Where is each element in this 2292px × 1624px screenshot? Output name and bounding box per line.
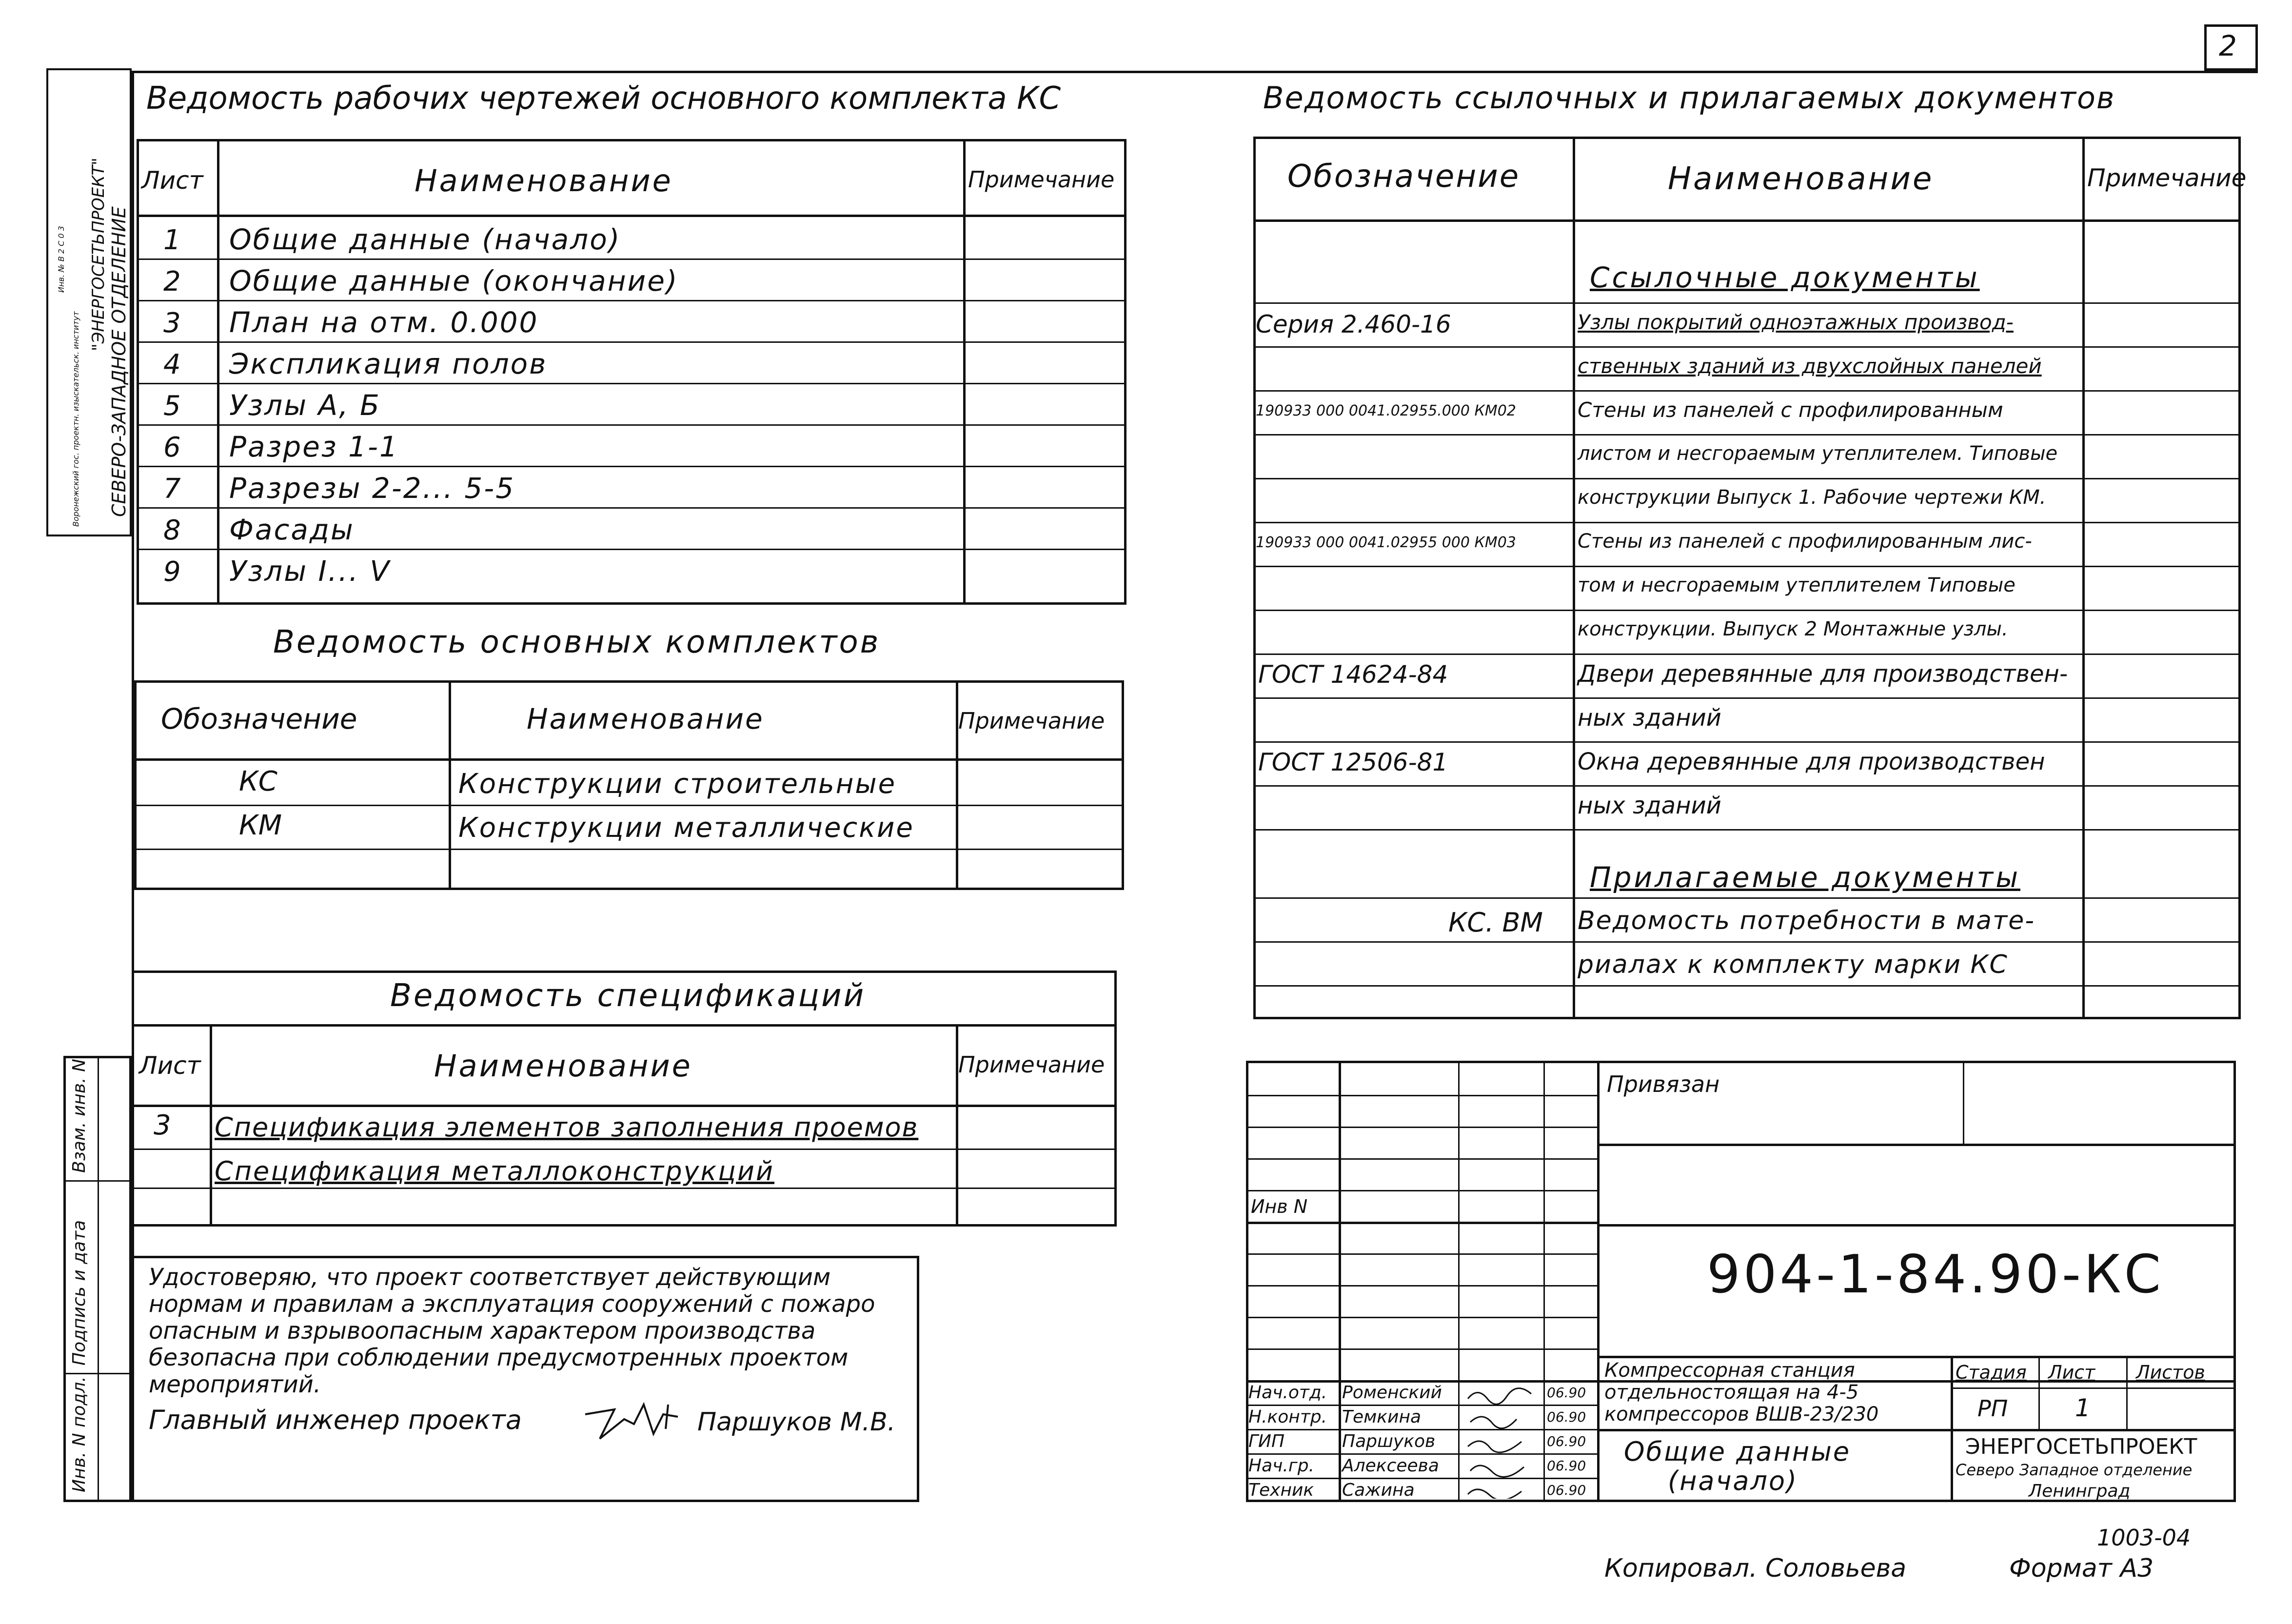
ref-row-name: Окна деревянные для производствен (1578, 748, 2045, 775)
staff-role: Нач.гр. (1248, 1456, 1315, 1476)
drawings-row-sheet: 9 (163, 556, 181, 588)
ref-header-note: Примечание (2087, 164, 2247, 192)
staff-date: 06.90 (1547, 1433, 1586, 1449)
stamp-line-2: Воронежский гос. проектн. изыскательск. институт (71, 311, 80, 527)
drawings-header-sheet: Лист (141, 166, 203, 195)
drawings-row-sheet: 1 (163, 224, 181, 256)
drawings-row-name: Общие данные (начало) (229, 223, 621, 256)
drawings-row-sheet: 2 (163, 266, 181, 297)
stage-label: Стадия (1956, 1362, 2027, 1383)
drawings-list-title: Ведомость рабочих чертежей основного комплекта КС (146, 80, 1061, 117)
main-sets-row-code: КМ (239, 810, 282, 841)
certification-line: Удостоверяю, что проект соответствует действующим (149, 1264, 831, 1291)
drawings-row-sheet: 4 (163, 349, 181, 380)
project-line: компрессоров ВШВ-23/230 (1604, 1403, 1879, 1426)
stamp-line-4: СЕВЕРО-ЗАПАДНОЕ ОТДЕЛЕНИЕ (108, 206, 130, 517)
specs-row-name: Спецификация металлоконструкций (215, 1156, 775, 1187)
main-sets-header-code: Обозначение (161, 702, 357, 735)
org-line: Ленинград (2029, 1481, 2131, 1501)
drawings-row-name: Фасады (229, 513, 355, 546)
staff-date: 06.90 (1547, 1458, 1586, 1474)
ref-row-code: ГОСТ 14624-84 (1258, 660, 1448, 689)
drawings-row-name: Узлы I... V (229, 555, 391, 588)
staff-date: 06.90 (1547, 1409, 1586, 1425)
ref-row-name: ных зданий (1578, 704, 1721, 732)
ref-header-code: Обозначение (1287, 158, 1521, 195)
label-podpis-data: Подпись и дата (69, 1220, 89, 1366)
staff-name: Паршуков (1342, 1431, 1436, 1451)
drawings-row-name: Узлы А, Б (229, 389, 381, 422)
main-sets-header-name: Наименование (527, 702, 764, 735)
ref-row-name: листом и несгораемым утеплителем. Типовые (1578, 442, 2058, 465)
sheet-title-line: Общие данные (1624, 1436, 1851, 1467)
main-sets-title: Ведомость основных комплектов (273, 624, 881, 660)
ref-row-name: конструкции Выпуск 1. Рабочие чертежи КМ. (1578, 486, 2046, 509)
drawings-row-sheet: 3 (163, 307, 181, 339)
sheet-title-line: (начало) (1668, 1466, 1798, 1496)
chief-engineer-name: Паршуков М.В. (697, 1407, 896, 1437)
att-row-code: КС. ВМ (1448, 907, 1543, 938)
sheet-label: Лист (2048, 1362, 2095, 1383)
staff-role: Техник (1248, 1480, 1314, 1500)
staff-name: Роменский (1342, 1383, 1442, 1403)
drawings-row-sheet: 6 (163, 432, 181, 463)
ref-row-name: Стены из панелей с профилированным (1578, 398, 2003, 422)
drawings-row-name: Разрез 1-1 (229, 430, 399, 463)
drawings-row-sheet: 5 (163, 390, 181, 422)
main-sets-row-name: Конструкции строительные (458, 768, 897, 800)
project-line: отдельностоящая на 4-5 (1604, 1381, 1859, 1404)
certification-line: безопасна при соблюдении предусмотренных проектом (149, 1344, 849, 1371)
specs-header-name: Наименование (434, 1048, 692, 1084)
ref-header-name: Наименование (1668, 161, 1934, 197)
label-inv-podl: Инв. N подл. (69, 1376, 89, 1492)
drawings-header-name: Наименование (415, 163, 673, 198)
org-line: Северо Западное отделение (1956, 1461, 2193, 1479)
specs-header-sheet: Лист (139, 1051, 201, 1080)
certification-line: опасным и взрывоопасным характером производства (149, 1317, 816, 1345)
document-code: 904-1-84.90-КС (1707, 1244, 2164, 1305)
main-sets-header-note: Примечание (958, 708, 1105, 734)
staff-name: Сажина (1342, 1480, 1415, 1500)
stamp-line-1: Инв. № В 2 С 0 3 (57, 226, 66, 293)
ref-row-name: конструкции. Выпуск 2 Монтажные узлы. (1578, 618, 2008, 640)
drawings-row-sheet: 7 (163, 473, 181, 505)
footer-copied-by: Копировал. Соловьева (1604, 1554, 1907, 1583)
stage-value: РП (1977, 1395, 2008, 1422)
ref-row-name: ственных зданий из двухслойных панелей (1578, 354, 2042, 378)
att-row-name: риалах к комплекту марки КС (1578, 950, 2008, 979)
drawings-row-name: План на отм. 0.000 (229, 306, 539, 339)
ref-row-name: Двери деревянные для производствен- (1578, 660, 2068, 688)
staff-name: Темкина (1342, 1407, 1422, 1427)
drawings-row-name: Разрезы 2-2... 5-5 (229, 472, 515, 505)
staff-role: Н.контр. (1248, 1407, 1327, 1427)
att-row-name: Ведомость потребности в мате- (1578, 906, 2035, 935)
ref-section-referenced: Ссылочные документы (1590, 261, 1980, 294)
org-line: ЭНЕРГОСЕТЬПРОЕКТ (1965, 1434, 2197, 1459)
certification-line: нормам и правилам а эксплуатация сооружений с пожаро (149, 1290, 875, 1318)
staff-role: ГИП (1248, 1431, 1285, 1451)
specs-header-note: Примечание (958, 1051, 1105, 1078)
label-vzam-inv: Взам. инв. N (69, 1059, 89, 1173)
specs-row-sheet: 3 (154, 1109, 171, 1141)
ref-row-name: Стены из панелей с профилированным лис- (1578, 530, 2032, 553)
ref-row-name: Узлы покрытий одноэтажных производ- (1578, 310, 2014, 334)
chief-engineer-label: Главный инженер проекта (149, 1405, 522, 1435)
footer-format: Формат А3 (2009, 1554, 2154, 1583)
ref-docs-title: Ведомость ссылочных и прилагаемых документов (1263, 80, 2115, 116)
staff-role: Нач.отд. (1248, 1383, 1327, 1403)
sheet-value: 1 (2075, 1394, 2091, 1422)
drawings-row-name: Общие данные (окончание) (229, 264, 679, 297)
specs-title: Ведомость спецификаций (390, 978, 866, 1014)
drawings-header-note: Примечание (968, 166, 1115, 193)
chief-engineer-signature (580, 1395, 692, 1448)
ref-row-name: ных зданий (1578, 792, 1721, 819)
inv-label: Инв N (1251, 1196, 1308, 1217)
staff-date: 06.90 (1547, 1482, 1586, 1498)
ref-section-attached: Прилагаемые документы (1590, 861, 2020, 894)
ref-row-code: 190933 000 0041.02955.000 КМ02 (1256, 402, 1516, 419)
main-sets-row-name: Конструкции металлические (458, 812, 914, 844)
ref-row-code: 190933 000 0041.02955 000 КМ03 (1256, 534, 1516, 551)
sheets-label: Листов (2136, 1362, 2205, 1383)
footer-number: 1003-04 (2097, 1525, 2191, 1551)
stamp-line-3: "ЭНЕРГОСЕТЬПРОЕКТ" (89, 158, 108, 351)
staff-name: Алексеева (1342, 1456, 1439, 1476)
drawings-row-sheet: 8 (163, 515, 181, 546)
staff-date: 06.90 (1547, 1385, 1586, 1401)
specs-row-name: Спецификация элементов заполнения проемов (215, 1112, 919, 1143)
ref-row-code: ГОСТ 12506-81 (1258, 748, 1448, 776)
privyazan-label: Привязан (1607, 1071, 1720, 1097)
ref-row-code: Серия 2.460-16 (1256, 310, 1451, 338)
staff-signature (1463, 1384, 1541, 1499)
sheet-number: 2 (2219, 29, 2237, 62)
project-line: Компрессорная станция (1604, 1359, 1855, 1382)
main-sets-row-code: КС (239, 766, 277, 797)
certification-line: мероприятий. (149, 1371, 321, 1398)
drawings-row-name: Экспликация полов (229, 347, 548, 380)
ref-row-name: том и несгораемым утеплителем Типовые (1578, 574, 2015, 596)
